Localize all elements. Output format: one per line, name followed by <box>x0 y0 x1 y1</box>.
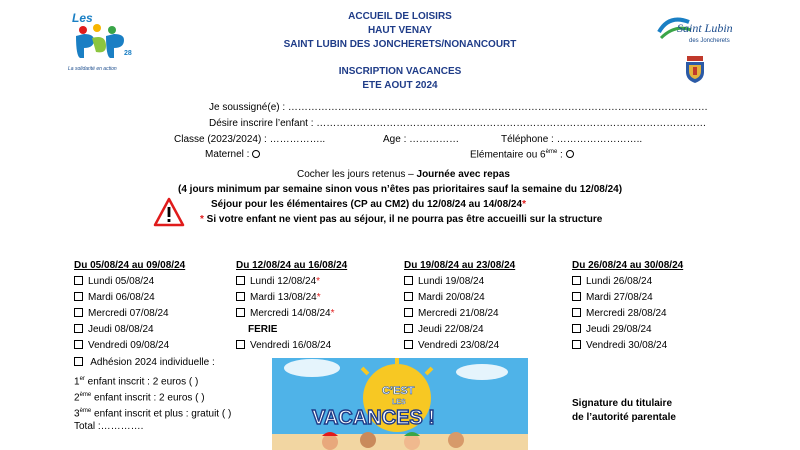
ferie-label: FERIE <box>248 324 278 335</box>
header-line3: SAINT LUBIN DES JONCHERETS/NONANCOURT <box>283 39 517 50</box>
day-label: Vendredi 30/08/24 <box>586 340 668 351</box>
day-label: Jeudi 08/08/24 <box>88 324 154 335</box>
checkbox[interactable] <box>404 292 413 301</box>
soussigne-field[interactable]: Je soussigné(e) : ……………………………………………………………………………………………………………… <box>209 102 708 113</box>
header-line2: HAUT VENAY <box>367 25 433 36</box>
adhesion-line-3: 3ème enfant inscrit et plus : gratuit ( ) <box>74 408 232 420</box>
warning-text: Si votre enfant ne vient pas au séjour, il ne pourra pas être accueilli sur la structure <box>203 214 603 225</box>
day-checkbox-item[interactable] <box>404 322 515 338</box>
poster-line1: C’EST <box>382 385 415 397</box>
day-checkbox-item[interactable] <box>572 322 683 338</box>
day-label: Mercredi 21/08/24 <box>418 308 499 319</box>
pep-logo-les: Les <box>72 11 93 25</box>
day-checkbox-item[interactable] <box>74 290 185 306</box>
header-block <box>250 10 550 93</box>
signature-line2: de l’autorité parentale <box>572 412 676 423</box>
poster-line3: VACANCES ! <box>312 407 435 429</box>
checkbox[interactable] <box>236 340 245 349</box>
adhesion-title: Adhésion 2024 individuelle : <box>88 357 215 368</box>
warning-icon <box>153 197 185 227</box>
week-4-heading: Du 26/08/24 au 30/08/24 <box>572 260 684 271</box>
sejour-star: * <box>330 308 335 319</box>
day-label: Mercredi 07/08/24 <box>88 308 169 319</box>
checkbox[interactable] <box>404 324 413 333</box>
week-4-column <box>572 258 683 354</box>
checkbox[interactable] <box>74 340 83 349</box>
day-checkbox-item[interactable] <box>236 306 347 322</box>
checkbox[interactable] <box>74 276 83 285</box>
saint-lubin-name: Saint Lubin <box>677 21 733 35</box>
week-1-heading: Du 05/08/24 au 09/08/24 <box>74 260 186 271</box>
cocher-text: Cocher les jours retenus – <box>297 169 417 180</box>
day-label: Jeudi 29/08/24 <box>586 324 652 335</box>
checkbox[interactable] <box>236 292 245 301</box>
elementaire-label: Elémentaire ou 6 <box>470 149 546 161</box>
checkbox[interactable] <box>74 357 83 366</box>
day-label: Lundi 05/08/24 <box>88 276 155 287</box>
checkbox[interactable] <box>74 292 83 301</box>
checkbox[interactable] <box>404 308 413 317</box>
adhesion-checkbox-item[interactable] <box>74 355 231 371</box>
checkbox[interactable] <box>404 340 413 349</box>
warning-star: * <box>200 214 204 225</box>
cocher-bold: Journée avec repas <box>416 169 510 180</box>
warning-note <box>200 214 602 225</box>
day-checkbox-item[interactable] <box>404 338 515 354</box>
telephone-field[interactable]: Téléphone : …………………….. <box>501 134 643 145</box>
checkbox[interactable] <box>236 308 245 317</box>
sejour-star: * <box>316 276 321 287</box>
day-label: Mardi 06/08/24 <box>88 292 155 303</box>
day-label: Mercredi 14/08/24 <box>250 308 331 319</box>
coat-of-arms-icon <box>684 56 706 84</box>
day-checkbox-item[interactable] <box>404 306 515 322</box>
day-checkbox-item[interactable] <box>572 274 683 290</box>
week-3-column <box>404 258 515 354</box>
checkbox[interactable] <box>404 276 413 285</box>
sejour-star: * <box>316 292 321 303</box>
day-checkbox-item[interactable] <box>404 274 515 290</box>
day-label: Lundi 12/08/24 <box>250 276 317 287</box>
age-field[interactable]: Age : …………… <box>383 134 460 145</box>
day-label: Mardi 20/08/24 <box>418 292 485 303</box>
day-label: Lundi 26/08/24 <box>586 276 653 287</box>
checkbox[interactable] <box>572 340 581 349</box>
sejour-text: Séjour pour les élémentaires (CP au CM2) du 12/08/24 au 14/08/24 <box>211 199 523 210</box>
checkbox[interactable] <box>572 292 581 301</box>
vacances-poster <box>272 358 528 450</box>
sejour-star: * <box>522 199 526 210</box>
day-label: Mardi 27/08/24 <box>586 292 653 303</box>
header-title2: ETE AOUT 2024 <box>362 80 438 91</box>
day-label: Vendredi 09/08/24 <box>88 340 170 351</box>
cocher-instruction <box>297 169 510 180</box>
day-checkbox-item[interactable] <box>236 338 347 354</box>
adhesion-block <box>74 355 231 435</box>
enfant-field[interactable]: Désire inscrire l’enfant : ……………………………………………………………………………………………………… <box>209 118 707 129</box>
checkbox[interactable] <box>572 324 581 333</box>
day-checkbox-item[interactable] <box>236 274 347 290</box>
day-checkbox-item[interactable] <box>236 290 347 306</box>
checkbox[interactable] <box>236 276 245 285</box>
signature-block <box>572 397 676 425</box>
day-checkbox-item[interactable] <box>74 322 185 338</box>
header-title1: INSCRIPTION VACANCES <box>338 66 462 77</box>
week-2-heading: Du 12/08/24 au 16/08/24 <box>236 260 348 271</box>
minimum-note: (4 jours minimum par semaine sinon vous n’êtes pas prioritaires sauf la semaine du 12/08/24) <box>178 184 623 195</box>
signature-line1: Signature du titulaire <box>572 398 673 409</box>
day-checkbox-item[interactable] <box>572 306 683 322</box>
day-checkbox-item[interactable] <box>74 338 185 354</box>
adhesion-total[interactable]: Total :…………. <box>74 421 144 432</box>
maternel-radio[interactable] <box>252 150 260 158</box>
day-label: Mercredi 28/08/24 <box>586 308 667 319</box>
pep-logo-number: 28 <box>124 50 132 57</box>
pep-logo-tagline: La solidarité en action <box>68 66 117 72</box>
poster-line2: LES <box>392 399 406 406</box>
checkbox[interactable] <box>572 276 581 285</box>
day-checkbox-item[interactable] <box>74 306 185 322</box>
elementaire-colon: : <box>557 149 563 161</box>
checkbox[interactable] <box>74 308 83 317</box>
checkbox[interactable] <box>74 324 83 333</box>
maternel-option[interactable] <box>205 149 260 160</box>
day-checkbox-item[interactable] <box>404 290 515 306</box>
week-2-column <box>236 258 347 354</box>
day-label: Vendredi 16/08/24 <box>250 340 332 351</box>
saint-lubin-sub: des Joncherets <box>689 38 730 44</box>
week-1-column <box>74 258 185 354</box>
adhesion-line-1: 1er enfant inscrit : 2 euros ( ) <box>74 376 199 388</box>
day-checkbox-item[interactable] <box>74 274 185 290</box>
day-label: Vendredi 23/08/24 <box>418 340 500 351</box>
elementaire-radio[interactable] <box>566 150 574 158</box>
classe-field[interactable]: Classe (2023/2024) : …………….. <box>174 134 326 145</box>
sejour-note <box>211 199 526 210</box>
day-label: Lundi 19/08/24 <box>418 276 485 287</box>
day-label: Mardi 13/08/24 <box>250 292 317 303</box>
checkbox[interactable] <box>572 308 581 317</box>
elementaire-sup: ème <box>545 149 558 155</box>
day-checkbox-item[interactable] <box>572 338 683 354</box>
adhesion-line-2: 2ème enfant inscrit : 2 euros ( ) <box>74 392 205 404</box>
week-3-heading: Du 19/08/24 au 23/08/24 <box>404 260 516 271</box>
maternel-label: Maternel : <box>205 149 250 160</box>
elementaire-option[interactable] <box>470 149 574 160</box>
day-checkbox-item[interactable] <box>572 290 683 306</box>
pep-logo <box>66 8 138 72</box>
header-line1: ACCUEIL DE LOISIRS <box>348 11 452 22</box>
day-label: Jeudi 22/08/24 <box>418 324 484 335</box>
saint-lubin-logo <box>655 10 735 50</box>
